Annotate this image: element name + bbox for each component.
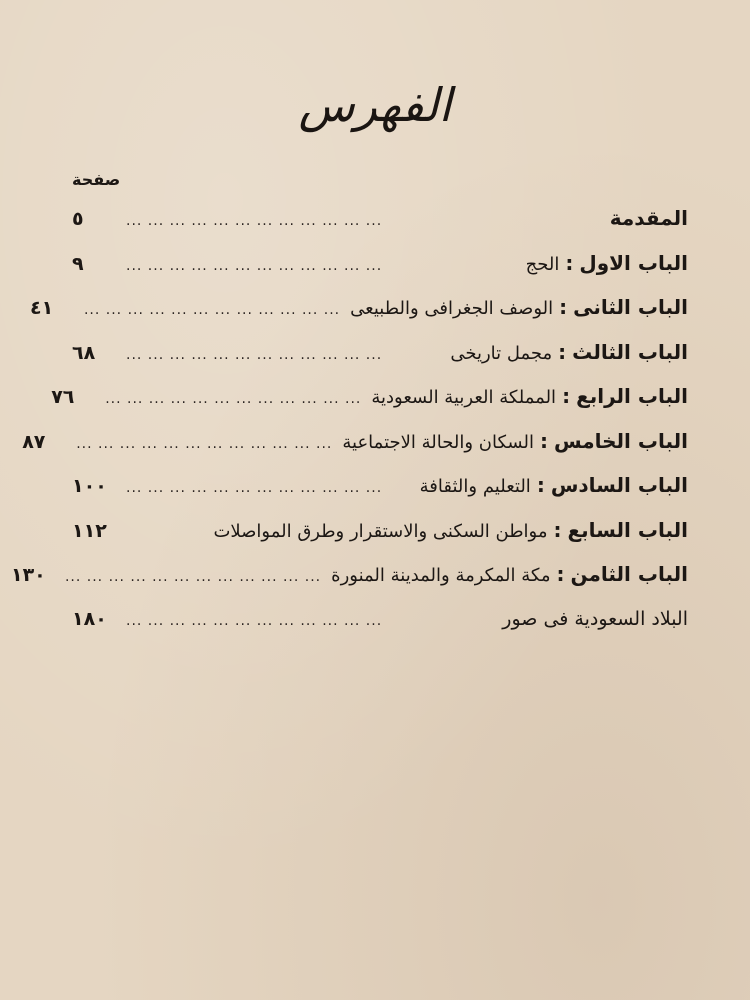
- chapter-label: الباب الخامس: [553, 428, 688, 453]
- separator: :: [562, 384, 571, 408]
- toc-entry-chapter-7: [72, 508, 688, 553]
- separator: :: [536, 473, 545, 497]
- page-number: ٨٧: [22, 430, 46, 453]
- chapter-label: الباب السادس: [550, 473, 688, 497]
- separator: :: [539, 428, 548, 453]
- page-column-header: صفحة: [72, 170, 121, 189]
- toc-entry-chapter-5: [22, 419, 688, 464]
- chapter-label: المقدمة: [609, 206, 688, 230]
- toc-entry-chapter-1: [72, 241, 688, 286]
- toc-entry-photos: [72, 597, 688, 642]
- separator: :: [559, 295, 568, 319]
- dot-leader: ... ... ... ... ... ... ... ... ... ... ... ...: [126, 257, 383, 274]
- dot-leader: ... ... ... ... ... ... ... ... ... ... ... ...: [76, 435, 333, 452]
- chapter-label: الباب الثانى: [573, 295, 688, 319]
- chapter-topic: مجمل تاريخى: [450, 342, 553, 364]
- chapter-label: الباب الثالث: [572, 339, 688, 364]
- page-number: ١٣٠: [10, 564, 46, 586]
- page-number: ١٨٠: [72, 607, 107, 630]
- dot-leader: ... ... ... ... ... ... ... ... ... ... ... ...: [126, 612, 383, 629]
- chapter-topic: التعليم والثقافة: [419, 476, 531, 497]
- chapter-label: الباب الثامن: [570, 562, 688, 586]
- page-number: ٧٦: [51, 386, 75, 408]
- toc-entry-chapter-4: [51, 374, 688, 419]
- page-number: ٦٨: [72, 341, 96, 364]
- dot-leader: ... ... ... ... ... ... ... ... ... ... ... ...: [64, 569, 322, 585]
- page-number: ٩: [72, 252, 84, 275]
- dot-leader: ... ... ... ... ... ... ... ... ... ... ... ...: [126, 480, 383, 496]
- chapter-label: الباب الاول: [579, 250, 688, 275]
- chapter-label: الباب الرابع: [576, 384, 688, 408]
- page-number: ١١٢: [72, 519, 107, 542]
- chapter-label: الباب السابع: [567, 517, 688, 542]
- section-title: البلاد السعودية فى صور: [502, 607, 688, 630]
- separator: :: [565, 250, 574, 275]
- dot-leader: ... ... ... ... ... ... ... ... ... ... ... ...: [126, 346, 383, 363]
- separator: :: [558, 339, 567, 364]
- chapter-topic: الحج: [525, 253, 560, 275]
- page-number: ٥: [72, 208, 84, 230]
- toc-entry-chapter-2: [29, 285, 688, 330]
- toc-entry-chapter-3: [72, 330, 688, 375]
- dot-leader: ... ... ... ... ... ... ... ... ... ... ... ...: [83, 302, 341, 318]
- page-number: ٤١: [29, 297, 54, 319]
- chapter-topic: السكان والحالة الاجتماعية: [342, 431, 534, 453]
- page-title: الفهرس: [298, 78, 452, 132]
- dot-leader: ... ... ... ... ... ... ... ... ... ... ... ...: [105, 391, 362, 407]
- toc-entry-introduction: [72, 196, 688, 241]
- page-number: ١٠٠: [72, 475, 107, 497]
- separator: :: [556, 562, 565, 586]
- chapter-topic: المملكة العربية السعودية: [371, 387, 557, 408]
- chapter-topic: مكة المكرمة والمدينة المنورة: [331, 565, 551, 586]
- separator: :: [553, 517, 562, 542]
- table-of-contents: [10, 196, 688, 641]
- dot-leader: ... ... ... ... ... ... ... ... ... ... ... ...: [126, 213, 383, 229]
- toc-entry-chapter-8: [10, 552, 688, 597]
- chapter-topic: الوصف الجغرافى والطبيعى: [350, 298, 554, 319]
- chapter-topic: مواطن السكنى والاستقرار وطرق المواصلات: [213, 520, 548, 542]
- toc-entry-chapter-6: [72, 463, 688, 508]
